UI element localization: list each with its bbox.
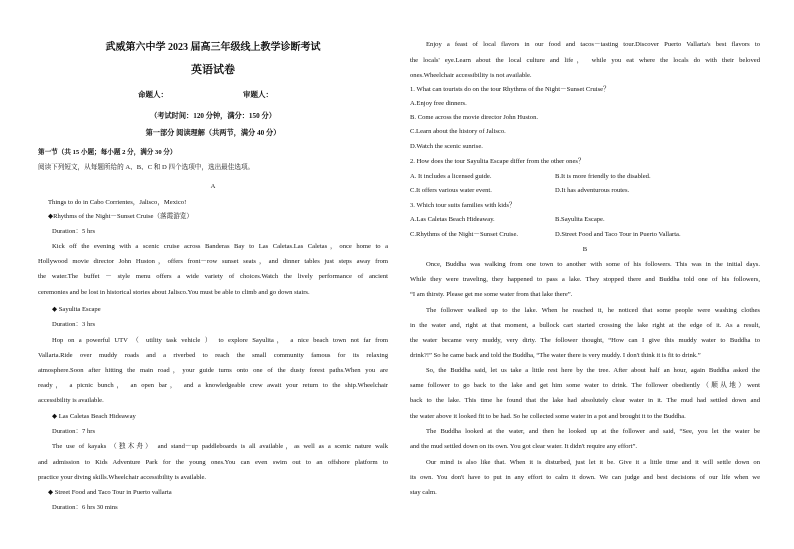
passage-b-line: the water above it looked fit to be had. So he collected some water in a pot and brought it to the Buddha. [410,413,686,420]
passage-b-line: the water became very muddy, very dirty. The follower thought, “How can I give this muddy water to Buddha to [410,337,760,344]
setter-label: 命题人： [138,90,168,99]
q3-option-c: C.Rhythms of the Night－Sunset Cruise. [410,231,519,238]
passage-a-line: ◆Rhythms of the Night－Sunset Cruise（落霞游览） [48,213,194,220]
passage-a-line: and admission to Kids Adventure Park for the young ones.You can even swim out to an offshore platform to [38,459,388,466]
q2-option-d: D.It has adventurous routes. [555,187,630,194]
passage-b-line: Once, Buddha was walking from one town to another with some of his followers. This was in the initial days. [426,261,760,268]
passage-b-line: its own. You don't have to put in any effort to calm it down. We can judge and best decisions of our life when we [410,474,760,481]
passage-b-line: The follower walked up to the lake. When he reached it, he noticed that some people were washing clothes [426,307,760,314]
passage-a-line: ◆ Sayulita Escape [52,306,101,313]
q2-option-c: C.It offers various water event. [410,187,492,194]
q1-option-a: A.Enjoy free dinners. [410,100,467,107]
q2-option-b: B.It is more friendly to the disabled. [555,173,651,180]
instruction-text: 阅读下列短文，从每题所给的 A、B、C 和 D 四个选项中，选出最佳选项。 [38,164,255,171]
q2-option-a: A. It includes a licensed guide. [410,173,492,180]
tour-intro-line: the locals' eye.Learn about the local culture and life， while you eat where the locals do with their beloved [410,57,760,64]
q3-option-a: A.Las Caletas Beach Hideaway. [410,216,495,223]
passage-b-line: The Buddha looked at the water, and then he looked up at the follower and said, “See, you let the water be [426,428,760,435]
question-3: 3. Which tour suits families with kids？ [410,202,516,209]
passage-a-line: Hop on a powerful UTV （ utility task vehicle ） to explore Sayulita， a nice beach town not far from [52,337,388,344]
passage-b-line: in the water and, right at that moment, a bullock cart started crossing the lake right at the edge of it. As a result, [410,322,760,329]
question-1: 1. What can tourists do on the tour Rhythms of the Night－Sunset Cruise？ [410,86,610,93]
passage-a-line: ceremonies and be lost in historical stories about Jalisco.You must be able to climb and go down stairs. [38,289,310,296]
passage-b-label: B [582,246,588,253]
passage-a-line: Vallarta.Ride over muddy roads and a riverbed to reach the small community famous for its relaxing [38,352,388,359]
passage-a-line: The use of kayaks （独木舟） and stand－up paddleboards is all available，as well as a scenic nature walk [52,443,388,450]
passage-a-line: Hollywood movie director John Huston，offers front－row sunset seats，and dinner tables just steps away from [38,258,388,265]
passage-a-line: Duration：7 hrs [52,428,96,435]
passage-a-line: Duration：6 hrs 30 mins [52,504,118,511]
passage-a-line: ready， a picnic bunch， an open bar， and a knowledgeable crew await your return to the ship.Wheelchair [38,382,388,389]
exam-title: 武威第六中学 2023 届高三年级线上教学诊断考试 [105,42,321,53]
passage-a-line: Duration：3 hrs [52,321,96,328]
passage-b-line: drink?!” So he came back and told the Buddha, “The water there is very muddy. I don't think it is fit to drink.” [410,352,701,359]
passage-b-line: and the mud settled down on its own. You got clear water. It didn't require any effort”. [410,443,638,450]
tour-intro-line: Enjoy a feast of local flavors in our food and tacos－tasting tour.Discover Puerto Vallarta's best flavors to [426,41,760,48]
passage-b-line: stay calm. [410,489,437,496]
reviewer-label: 审题人： [243,90,273,99]
q1-option-d: D.Watch the scenic sunrise. [410,143,483,150]
tour-intro-line: ones.Wheelchair accessibility is not available. [410,72,532,79]
passage-a-line: practice your diving skills.Wheelchair accessibility is available. [38,474,207,481]
passage-a-line: accessibility is available. [38,397,104,404]
exam-info: （考试时间：120 分钟，满分：150 分） [150,112,276,120]
passage-b-line: So, the Buddha said, let us take a little rest here by the tree. After about half an hour, again Buddha asked the [426,367,760,374]
section-one-heading: 第一节（共 15 小题；每小题 2 分，满分 30 分） [38,149,177,156]
passage-b-line: “I am thirsty. Please get me some water from that lake there”. [410,291,573,298]
passage-a-line: Duration：5 hrs [52,228,96,235]
q3-option-d: D.Street Food and Taco Tour in Puerto Vallarta. [555,231,681,238]
passage-a-line: the water.The buffet － style menu offers a wide variety of choices.Watch the lively performance of ancient [38,273,388,280]
passage-b-line: Our mind is also like that. When it is disturbed, just let it be. Give it a little time and it will settle down on [426,459,760,466]
passage-b-line: same follower to go back to the lake and get him some water to drink. The follower obediently（顺从地）went [410,382,760,389]
passage-a-line: ◆ Las Caletas Beach Hideaway [52,413,136,420]
passage-a-line: ◆ Street Food and Taco Tour in Puerto vallarta [48,489,172,496]
q1-option-b: B. Come across the movie director John Huston. [410,114,539,121]
q3-option-b: B.Sayulita Escape. [555,216,605,223]
passage-b-line: While they were traveling, they happened to pass a lake. They stopped there and Buddha told one of his followers, [410,276,760,283]
q1-option-c: C.Learn about the history of Jalisco. [410,128,506,135]
passage-a-line: atmosphere.Soon after hitting the main road，your guide turns onto one of the dusty forest paths.When you are [38,367,388,374]
subject-title: 英语试卷 [191,64,235,76]
passage-a-label: A [210,183,216,190]
passage-a-line: Kick off the evening with a scenic cruise across Banderas Bay to Las Caletas.Las Caletas，once home to a [52,243,388,250]
passage-a-line: Things to do in Cabo Corrientes，Jalisco，Mexico! [48,199,187,206]
part-one-heading: 第一部分 阅读理解（共两节，满分 40 分） [145,129,281,137]
question-2: 2. How does the tour Sayulita Escape differ from the other ones？ [410,158,585,165]
passage-b-line: back to the lake. This time he found that the lake had absolutely clear water in it. The mud had settled down and [410,397,760,404]
